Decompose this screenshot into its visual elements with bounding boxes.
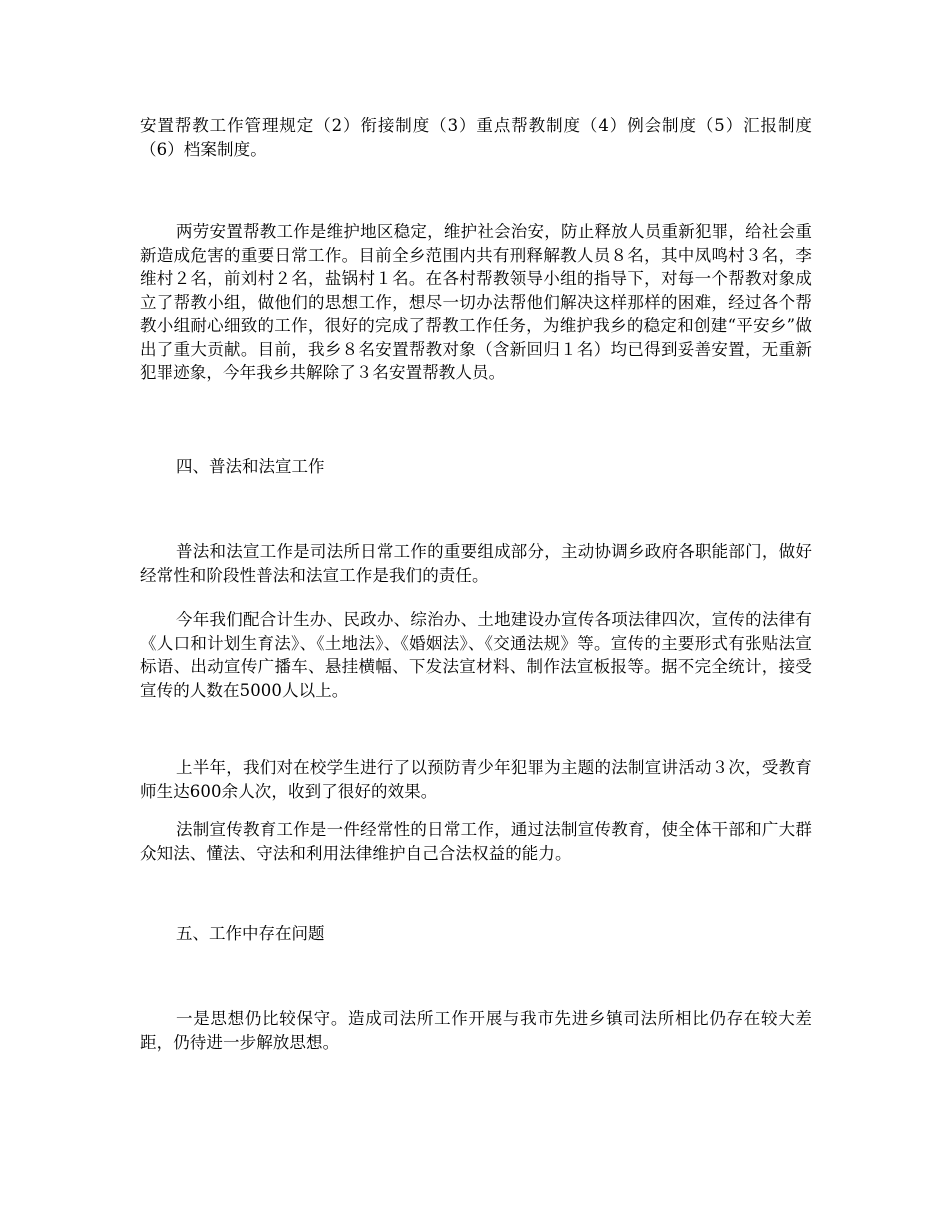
section-heading-legal-publicity: 四、普法和法宣工作: [176, 457, 325, 476]
paragraph-student-lectures: 上半年，我们对在校学生进行了以预防青少年犯罪为主题的法制宣讲活动３次，受教育师生达600余人次，收到了很好的效果。: [140, 758, 812, 801]
paragraph-legal-publicity-intro: 普法和法宣工作是司法所日常工作的重要组成部分，主动协调乡政府各职能部门，做好经常性和阶段性普法和法宣工作是我们的责任。: [140, 542, 812, 585]
paragraph-legal-education: 法制宣传教育工作是一件经常性的日常工作，通过法制宣传教育，使全体干部和广大群众知法、懂法、守法和利用法律维护自己合法权益的能力。: [140, 820, 812, 863]
paragraph-regulations-list: 安置帮教工作管理规定（2）衔接制度（3）重点帮教制度（4）例会制度（5）汇报制度（6）档案制度。: [140, 116, 812, 159]
paragraph-conservative-thinking: 一是思想仍比较保守。造成司法所工作开展与我市先进乡镇司法所相比仍存在较大差距，仍待进一步解放思想。: [140, 1009, 812, 1052]
paragraph-legal-publicity-campaigns: 今年我们配合计生办、民政办、综治办、土地建设办宣传各项法律四次，宣传的法律有《人口和计划生育法》、《土地法》、《婚姻法》、《交通法规》等。宣传的主要形式有张贴法宣标语、出动宣传广播车、悬挂横幅、下发法宣材料、制作法宣板报等。据不完全统计，接受宣传的人数在5000人以上。: [140, 610, 812, 700]
document-page: [140, 0, 812, 1230]
paragraph-resettlement-work: 两劳安置帮教工作是维护地区稳定，维护社会治安，防止释放人员重新犯罪，给社会重新造成危害的重要日常工作。目前全乡范围内共有刑释解教人员８名，其中凤鸣村３名，李维村２名，前刘村２名，盐锅村１名。在各村帮教领导小组的指导下，对每一个帮教对象成立了帮教小组，做他们的思想工作，想尽一切办法帮他们解决这样那样的困难，经过各个帮教小组耐心细致的工作，很好的完成了帮教工作任务，为维护我乡的稳定和创建“平安乡”做出了重大贡献。目前，我乡８名安置帮教对象（含新回归１名）均已得到妥善安置，无重新犯罪迹象，今年我乡共解除了３名安置帮教人员。: [140, 222, 812, 382]
section-heading-problems: 五、工作中存在问题: [176, 924, 325, 943]
